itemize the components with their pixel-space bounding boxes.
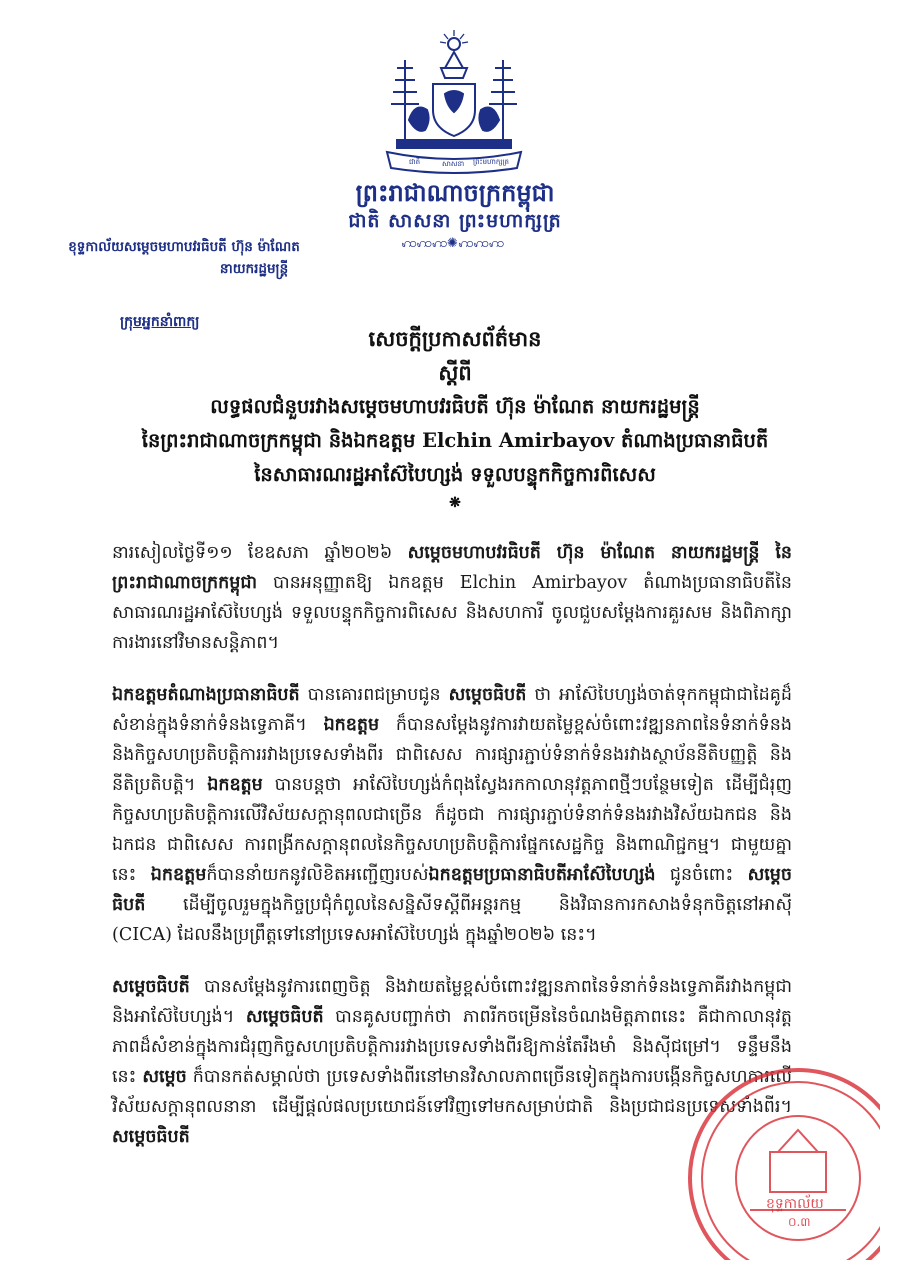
document-title: សេចក្តីប្រកាសព័ត៌មាន [368, 326, 542, 351]
seal-text: ខុទ្ទកាល័យ [766, 1196, 824, 1212]
royal-coat-of-arms-emblem [375, 28, 533, 178]
header-ornament: ꩲꩲꩲ✺ꩲꩲꩲ [401, 236, 504, 251]
office-line-1: ខុទ្ទកាល័យសម្តេចមហាបវរធិបតី ហ៊ុន ម៉ាណែត [68, 239, 300, 255]
heading-ornament: ❋ [449, 495, 461, 511]
para3-bold-c: សម្តេចធិបតី [245, 1007, 324, 1027]
para3-bold-a: សម្តេចធិបតី [112, 977, 190, 997]
para2-text-d: ថា អាស៊ែបៃហ្សង់ចាត់ទុកកម្ពុជាជាដៃគូដ៏សំខាន់ក្នុងទំនាក់ទំនងទ្វេភាគី។ [112, 685, 792, 735]
para3-text-b: បានសម្តែងនូវការពេញចិត្ត និងវាយតម្លៃខ្ពស់ចំពោះវឌ្ឍនភាពនៃទំនាក់ទំនងទ្វេភាគីរវាងកម្ពុជា និងអាស៊ែបៃហ្សង់។ [112, 977, 792, 1027]
para2-bold-g: ឯកឧត្តម [207, 775, 263, 795]
paragraph-2 [112, 680, 792, 950]
heading-line-2: នៃព្រះរាជាណាចក្រកម្ពុជា និងឯកឧត្តម Elchin Amirbayov តំណាងប្រធានាធិបតី [141, 429, 769, 452]
document-body [112, 538, 792, 1174]
para2-bold-c: សម្តេចធិបតី [448, 685, 527, 705]
heading-line-1: លទ្ធផលជំនួបរវាងសម្តេចមហាបវរធិបតី ហ៊ុន ម៉ាណែត នាយករដ្ឋមន្ត្រី [210, 395, 700, 418]
para2-text-l: ជូនចំពោះ [655, 865, 748, 885]
document-heading [100, 322, 810, 512]
paragraph-3 [112, 972, 792, 1152]
para2-text-j: ក៏បាននាំយកនូវលិខិតអញ្ជើញរបស់ [206, 865, 429, 885]
national-motto: ជាតិ សាសនា ព្រះមហាក្សត្រ [348, 210, 562, 232]
para2-text-h: បានបន្តថា អាស៊ែបៃហ្សង់កំពុងស្វែងរកកាលានុវត្តភាពថ្មីៗបន្ថែមទៀត ដើម្បីជំរុញកិច្ចសហប្រតិបត្តិការលើវិស័យសក្តានុពលជាច្រើន ក៏ដូចជា ការផ្សារភ្ជាប់ទំនាក់ទំនងរវាងវិស័យឯកជន និងឯកជន ជាពិសេស ការពង្រីកសក្តានុពលនៃកិច្ចសហប្រតិបត្តិការផ្នែកសេដ្ឋកិច្ច និងពាណិជ្ជកម្ម។ ជាមួយគ្នានេះ [112, 775, 792, 885]
banner-right-text: ព្រះមហាក្សត្រ [473, 158, 509, 166]
heading-line-3: នៃសាធារណរដ្ឋអាស៊ែបៃហ្សង់ ទទួលបន្ទុកកិច្ចការពិសេស [254, 463, 656, 486]
para2-bold-a: ឯកឧត្តមតំណាងប្រធានាធិបតី [112, 685, 300, 705]
banner-left-text: ជាតិ [409, 158, 421, 166]
para2-bold-i: ឯកឧត្តម [150, 865, 207, 885]
para2-bold-e: ឯកឧត្តម [323, 715, 380, 735]
para3-bold-e: សម្តេច [142, 1067, 187, 1087]
para3-text-d: បានគូសបញ្ជាក់ថា ភាពរីកចម្រើននៃចំណងមិត្តភាពនេះ គឺជាកាលានុវត្តភាពដ៏សំខាន់ក្នុងការជំរុញកិច្ចសហប្រតិបត្តិការរវាងប្រទេសទាំងពីរឱ្យកាន់តែរឹងមាំ និងស៊ីជម្រៅ។ ទន្ទឹមនឹងនេះ [112, 1007, 792, 1087]
para2-text-f: ក៏បានសម្តែងនូវការវាយតម្លៃខ្ពស់ចំពោះវឌ្ឍនភាពនៃទំនាក់ទំនង និងកិច្ចសហប្រតិបត្តិការរវាងប្រទេសទាំងពីរ ជាពិសេស ការផ្សារភ្ជាប់ទំនាក់ទំនងរវាងស្ថាប័ននីតិបញ្ញត្តិ និងនីតិប្រតិបត្តិ។ [112, 715, 792, 795]
para2-text-n: ដើម្បីចូលរួមក្នុងកិច្ចប្រជុំកំពូលនៃសន្និសីទស្តីពីអន្តរកម្ម និងវិធានការកសាងទំនុកចិត្តនៅអាស៊ី (CICA) ដែលនឹងប្រព្រឹត្តទៅនៅប្រទេសអាស៊ែបៃហ្សង់ ក្នុងឆ្នាំ២០២៦ នេះ។ [112, 895, 792, 945]
para2-text-b: បានគោរពជម្រាបជូន [299, 685, 449, 705]
document-subtitle: ស្តីពី [438, 360, 472, 385]
issuing-office [34, 236, 334, 280]
para1-bold-b: សម្តេចមហាបវរធិបតី ហ៊ុន ម៉ាណែត នាយករដ្ឋមន្ត្រី នៃព្រះរាជាណាចក្រកម្ពុជា [112, 543, 792, 593]
para3-bold-g: សម្តេចធិបតី [112, 1127, 190, 1147]
para2-bold-k: ឯកឧត្តមប្រធានាធិបតីអាស៊ែបៃហ្សង់ [428, 865, 656, 885]
spokesperson-unit: ក្រុមអ្នកនាំពាក្យ [120, 314, 200, 330]
office-line-2: នាយករដ្ឋមន្ត្រី [219, 261, 289, 277]
para1-text-c: បានអនុញ្ញាតឱ្យ ឯកឧត្តម Elchin Amirbayov តំណាងប្រធានាធិបតីនៃសាធារណរដ្ឋអាស៊ែបៃហ្សង់ ទទួលបន្ទុកកិច្ចការពិសេស និងសហការី ចូលជួបសម្តែងការគួរសម និងពិភាក្សាការងារនៅវិមានសន្តិភាព។ [112, 573, 792, 653]
para3-text-f: ក៏បានកត់សម្គាល់ថា ប្រទេសទាំងពីរនៅមានវិសាលភាពច្រើនទៀតក្នុងការបង្កើនកិច្ចសហការលើវិស័យសក្តានុពលនានា ដើម្បីផ្តល់ផលប្រយោជន៍ទៅវិញទៅមកសម្រាប់ជាតិ និងប្រជាជនប្រទេសទាំងពីរ។ [112, 1067, 792, 1117]
para1-text-a: នារសៀលថ្ងៃទី១១ ខែឧសភា ឆ្នាំ២០២៦ [112, 543, 408, 563]
kingdom-name: ព្រះរាជាណាចក្រកម្ពុជា [355, 178, 555, 207]
para2-bold-m: សម្តេចធិបតី [112, 865, 793, 915]
seal-number: ០.៣ [788, 1215, 811, 1229]
paragraph-1 [112, 538, 792, 658]
banner-center-text: សាសនា [442, 160, 465, 168]
